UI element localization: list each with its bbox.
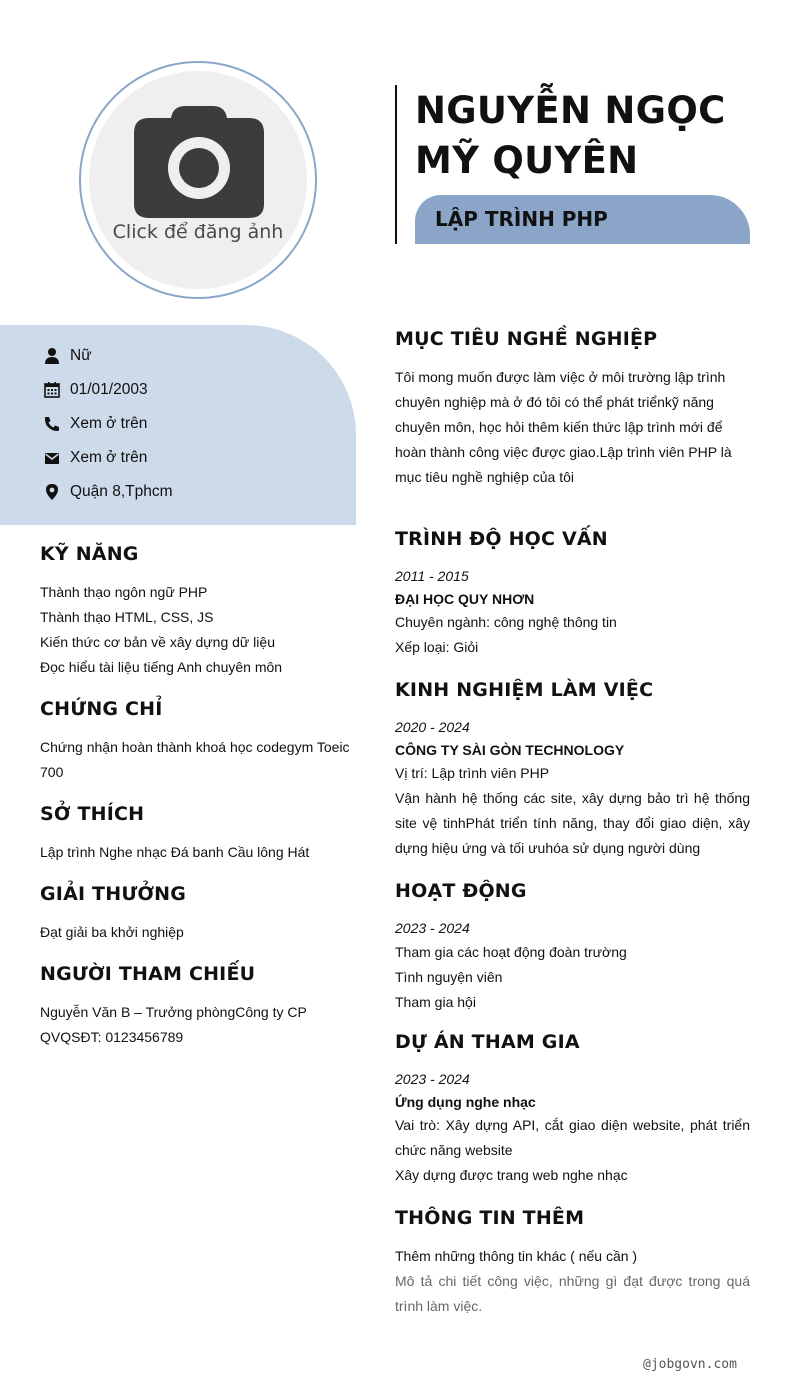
project-period: 2023 - 2024 bbox=[395, 1071, 470, 1087]
email-value[interactable]: Xem ở trên bbox=[70, 449, 148, 466]
project-role: Vai trò: Xây dựng API, cắt giao diện website, phát triển chức năng website bbox=[395, 1117, 750, 1158]
education-major: Chuyên ngành: công nghệ thông tin bbox=[395, 614, 617, 630]
awards-text[interactable]: Đạt giải ba khởi nghiệp bbox=[40, 924, 184, 940]
skill-item: Đọc hiểu tài liệu tiếng Anh chuyên môn bbox=[40, 659, 283, 675]
experience-heading[interactable]: KINH NGHIỆM LÀM VIỆC bbox=[395, 679, 654, 701]
references-text[interactable]: Nguyễn Văn B – Trưởng phòngCông ty CP QVQSĐT: 0123456789 bbox=[40, 1004, 307, 1045]
skill-item: Thành thạo HTML, CSS, JS bbox=[40, 609, 214, 625]
phone-value[interactable]: Xem ở trên bbox=[70, 415, 148, 432]
education-rank: Xếp loại: Giỏi bbox=[395, 639, 479, 655]
project-name: Ứng dụng nghe nhạc bbox=[395, 1094, 536, 1110]
person-icon bbox=[42, 346, 62, 366]
hobbies-text[interactable]: Lập trình Nghe nhạc Đá banh Cầu lông Hát bbox=[40, 844, 310, 860]
education-school: ĐẠI HỌC QUY NHƠN bbox=[395, 591, 535, 607]
objective-text[interactable]: Tôi mong muốn được làm việc ở môi trường lập trình chuyên nghiệp mà ở đó tôi có thể phát triểnkỹ năng chuyên môn, học hỏi thêm kiến thức lập trình mới để hoàn thành công việc được giao.Lập trình viên PHP là mục tiêu nghề nghiệp của tôi bbox=[395, 369, 732, 485]
activity-item: Tham gia hội bbox=[395, 994, 476, 1010]
certificates-heading[interactable]: CHỨNG CHỈ bbox=[40, 698, 163, 720]
experience-company: CÔNG TY SÀI GÒN TECHNOLOGY bbox=[395, 742, 625, 758]
additional-text: Thêm những thông tin khác ( nếu cần ) bbox=[395, 1248, 638, 1264]
job-title[interactable]: LẬP TRÌNH PHP bbox=[435, 207, 608, 231]
projects-heading[interactable]: DỰ ÁN THAM GIA bbox=[395, 1031, 580, 1053]
projects-block[interactable] bbox=[395, 1067, 750, 1188]
activities-heading[interactable]: HOẠT ĐỘNG bbox=[395, 880, 527, 902]
education-period: 2011 - 2015 bbox=[395, 568, 469, 584]
experience-position: Vị trí: Lập trình viên PHP bbox=[395, 765, 550, 781]
camera-icon bbox=[133, 104, 265, 219]
avatar-upload[interactable] bbox=[79, 61, 317, 299]
address-value[interactable]: Quận 8,Tphcm bbox=[70, 483, 173, 500]
references-heading[interactable]: NGƯỜI THAM CHIẾU bbox=[40, 963, 256, 985]
additional-heading[interactable]: THÔNG TIN THÊM bbox=[395, 1207, 585, 1229]
activity-item: Tình nguyện viên bbox=[395, 969, 503, 985]
additional-block[interactable] bbox=[395, 1244, 750, 1319]
skill-item: Thành thạo ngôn ngữ PHP bbox=[40, 584, 208, 600]
contact-gender bbox=[42, 344, 92, 368]
experience-description: Vận hành hệ thống các site, xây dựng bảo trì hệ thống site vệ tinhPhát triển tính năng, thay đổi giao diện, xây dựng hiệu ứng và tối ưuhóa sử dụng người dùng bbox=[395, 790, 750, 856]
awards-heading[interactable]: GIẢI THƯỞNG bbox=[40, 883, 187, 905]
project-result: Xây dựng được trang web nghe nhạc bbox=[395, 1167, 628, 1183]
mail-icon bbox=[42, 448, 62, 468]
activity-item: Tham gia các hoạt động đoàn trường bbox=[395, 944, 627, 960]
hobbies-heading[interactable]: SỞ THÍCH bbox=[40, 803, 145, 825]
education-block[interactable] bbox=[395, 564, 750, 660]
experience-period: 2020 - 2024 bbox=[395, 719, 470, 735]
full-name[interactable]: NGUYỄN NGỌC MỸ QUYÊN bbox=[415, 89, 726, 182]
name-divider bbox=[395, 85, 397, 244]
watermark: @jobgovn.com bbox=[643, 1357, 737, 1372]
skills-list[interactable] bbox=[40, 580, 350, 680]
education-heading[interactable]: TRÌNH ĐỘ HỌC VẤN bbox=[395, 528, 608, 550]
activities-period: 2023 - 2024 bbox=[395, 920, 470, 936]
job-title-banner bbox=[415, 195, 750, 244]
phone-icon bbox=[42, 414, 62, 434]
location-pin-icon bbox=[42, 482, 62, 502]
activities-block[interactable] bbox=[395, 916, 750, 1015]
contact-email bbox=[42, 446, 147, 470]
contact-birthday bbox=[42, 378, 148, 402]
additional-hint: Mô tả chi tiết công việc, những gì đạt được trong quá trình làm việc. bbox=[395, 1273, 750, 1314]
skills-heading[interactable]: KỸ NĂNG bbox=[40, 543, 139, 565]
skill-item: Kiến thức cơ bản về xây dựng dữ liệu bbox=[40, 634, 275, 650]
certificates-text[interactable]: Chứng nhận hoàn thành khoá học codegym Toeic 700 bbox=[40, 739, 350, 780]
objective-heading[interactable]: MỤC TIÊU NGHỀ NGHIỆP bbox=[395, 328, 658, 350]
birthday-value[interactable]: 01/01/2003 bbox=[70, 381, 148, 398]
contact-phone bbox=[42, 412, 147, 436]
avatar-caption: Click để đăng ảnh bbox=[112, 221, 284, 243]
calendar-icon bbox=[42, 380, 62, 400]
gender-value[interactable]: Nữ bbox=[70, 347, 92, 364]
avatar-placeholder[interactable] bbox=[89, 71, 307, 289]
experience-block[interactable] bbox=[395, 715, 750, 861]
contact-address bbox=[42, 480, 173, 504]
